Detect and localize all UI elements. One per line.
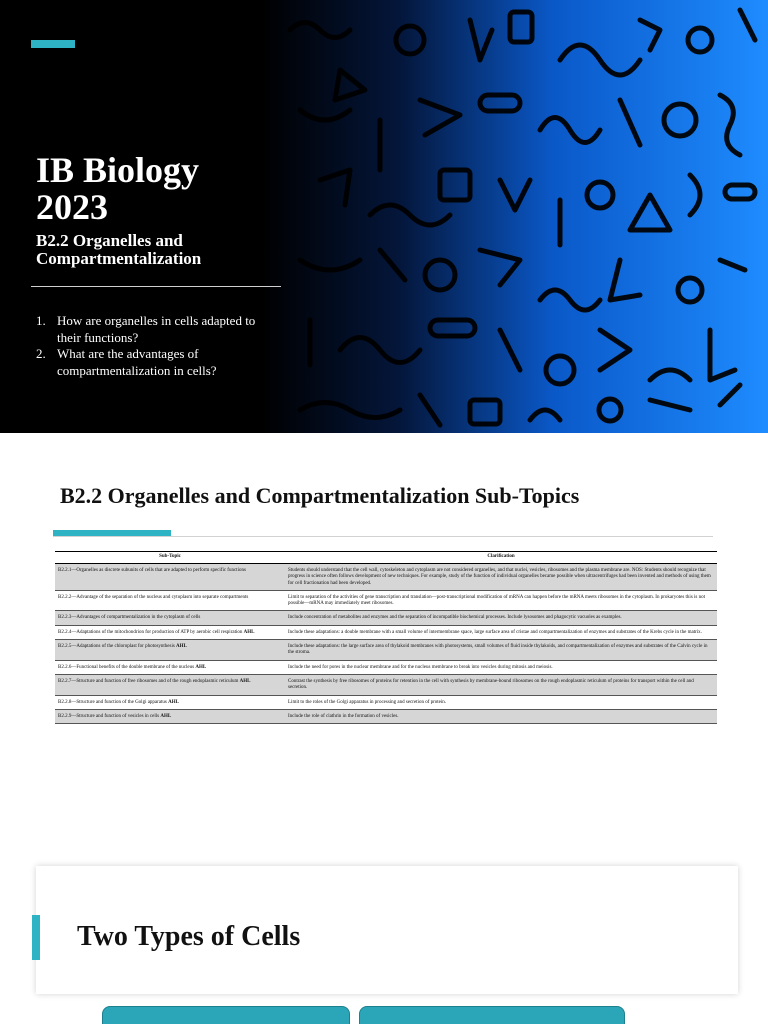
subtopic-text: B2.2.6—Functional benefits of the double membrane of the nucleus xyxy=(58,664,195,670)
table-row xyxy=(55,625,717,639)
question-text: What are the advantages of compartmentalization in cells? xyxy=(57,346,217,378)
column-header-subtopic: Sub-Topic xyxy=(55,552,285,564)
table-row xyxy=(55,695,717,709)
accent-bar xyxy=(32,915,40,960)
subtopic-text: B2.2.5—Adaptations of the chloroplast for photosynthesis xyxy=(58,644,175,650)
clarification-cell: Contrast the synthesis by free ribosomes of proteins for retention in the cell with synthesis by membrane-bound ribosomes on the rough endoplasmic reticulum of proteins for transport within the cell and secretion. xyxy=(285,674,717,695)
subtopic-cell xyxy=(55,640,285,661)
clarification-cell: Include these adaptations: the large surface area of thylakoid membranes with photosystems, small volumes of fluid inside thylakoids, and compartmentalization of enzymes and substrates of the Calvin cycle in the stroma. xyxy=(285,640,717,661)
table-row xyxy=(55,640,717,661)
subtopic-text: B2.2.3—Advantages of compartmentalization in the cytoplasm of cells xyxy=(58,615,201,621)
subtopic-text: B2.2.1—Organelles as discrete subunits of cells that are adapted to perform specific functions xyxy=(58,568,246,573)
cell-type-card-left xyxy=(102,1006,350,1024)
table-row xyxy=(55,611,717,625)
title-slide xyxy=(0,0,768,433)
ahl-tag: AHL xyxy=(176,644,187,650)
page-title: IB Biology 2023 xyxy=(36,150,200,227)
clarification-cell: Students should understand that the cell wall, cytoskeleton and cytoplasm are not considered organelles, and that nuclei, vesicles, ribosomes and the plasma membrane are. NOS: Students should recognize that progress in science often follows development of new techniques. For example, study of the function of individual organelles became possible when ultracentrifuges had been invented and methods of using them for cell fractionation had been developed. xyxy=(285,564,717,591)
table-row xyxy=(55,564,717,591)
subtopic-cell xyxy=(55,674,285,695)
divider xyxy=(53,536,713,537)
question-item xyxy=(36,313,276,346)
subtopic-text: B2.2.7—Structure and function of free ribosomes and of the rough endoplasmic reticulum xyxy=(58,678,239,684)
column-header-clarification: Clarification xyxy=(285,552,717,564)
accent-bar xyxy=(53,530,171,536)
subtopic-cell xyxy=(55,625,285,639)
ahl-tag: AHL xyxy=(160,713,172,719)
ahl-tag: AHL xyxy=(239,678,251,684)
cell-types-title: Two Types of Cells xyxy=(77,921,301,952)
clarification-cell: Include the need for pores in the nuclear membrane and for the nucleus membrane to break into vesicles during mitosis and meiosis. xyxy=(285,660,717,674)
clarification-cell: Include these adaptations: a double membrane with a small volume of intermembrane space, large surface area of cristae and compartmentalization of enzymes and substrates of the Krebs cycle in the matrix. xyxy=(285,625,717,639)
subtopic-cell xyxy=(55,660,285,674)
cell-types-slide xyxy=(36,866,738,994)
subtopic-cell xyxy=(55,564,285,591)
question-number: 1. xyxy=(36,313,46,328)
guiding-questions-list xyxy=(36,313,276,379)
cell-type-card-right xyxy=(359,1006,625,1024)
accent-bar xyxy=(31,40,75,48)
ahl-tag: AHL xyxy=(195,664,207,670)
table-header-row xyxy=(55,552,717,564)
subtopics-slide xyxy=(0,433,768,865)
clarification-cell: Limit to separation of the activities of gene transcription and translation—post-transcriptional modification of mRNA can happen before the mRNA meets ribosomes in the cytoplasm. In prokaryotes this is not possible—mRNA may immediately meet ribosomes. xyxy=(285,590,717,611)
slide-subtitle: B2.2 Organelles and Compartmentalization xyxy=(36,231,202,268)
subtopics-table xyxy=(55,551,717,724)
subtopic-text: B2.2.2—Advantage of the separation of the nucleus and cytoplasm into separate compartments xyxy=(58,594,249,600)
question-item xyxy=(36,346,276,379)
clarification-cell: Include concentration of metabolites and enzymes and the separation of incompatible biochemical processes. Include lysosomes and phagocytic vacuoles as examples. xyxy=(285,611,717,625)
subtopic-text: B2.2.9—Structure and function of vesicles in cells xyxy=(58,713,160,719)
table-row xyxy=(55,590,717,611)
table-row xyxy=(55,709,717,723)
table-row xyxy=(55,660,717,674)
subtopic-cell xyxy=(55,695,285,709)
clarification-cell: Limit to the roles of the Golgi apparatus in processing and secretion of protein. xyxy=(285,695,717,709)
divider xyxy=(31,286,281,287)
subtopic-text: B2.2.4—Adaptations of the mitochondrion for production of ATP by aerobic cell respiration xyxy=(58,629,243,635)
clarification-cell: Include the role of clathrin in the formation of vesicles. xyxy=(285,709,717,723)
ahl-tag: AHL xyxy=(168,699,179,705)
subtopic-text: B2.2.8—Structure and function of the Golgi apparatus xyxy=(58,699,167,705)
subtopic-cell xyxy=(55,611,285,625)
question-text: How are organelles in cells adapted to their functions? xyxy=(57,313,256,345)
subtopic-cell xyxy=(55,590,285,611)
table-row xyxy=(55,674,717,695)
question-number: 2. xyxy=(36,346,46,361)
subtopic-cell xyxy=(55,709,285,723)
ahl-tag: AHL xyxy=(243,629,255,635)
subtopics-title: B2.2 Organelles and Compartmentalization Sub-Topics xyxy=(60,483,580,508)
